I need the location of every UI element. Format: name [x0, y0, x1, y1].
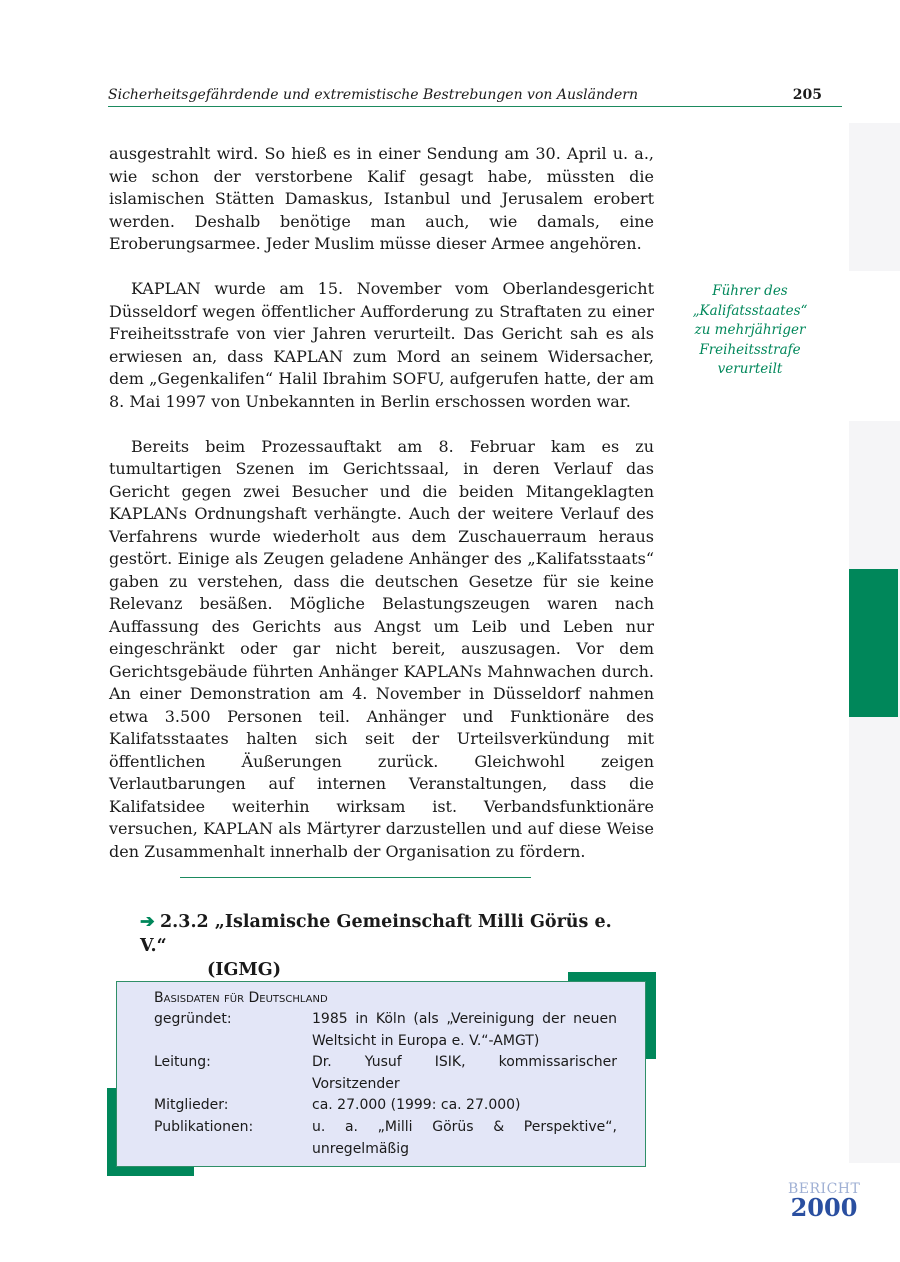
data-label: Leitung: [154, 1054, 211, 1070]
margin-note-line: „Kalifatsstaates“ [692, 302, 808, 319]
section-heading [140, 910, 640, 982]
arrow-right-icon: ➔ [140, 912, 155, 932]
data-value: u. a. „Milli Görüs & Perspektive“, unregelmäßig [312, 1119, 617, 1157]
paragraph-3: Bereits beim Prozessauftakt am 8. Februar kam es zu tumultartigen Szenen im Gerichtssaal, in deren Verlauf das Gericht gegen zwei Besucher und die beiden Mitangeklagten KAPLANs Ordnungshaft verhängte. Auch der weitere Verlauf des Verfahrens wurde wiederholt aus dem Zuschauerraum heraus gestört. Einige als Zeugen geladene Anhänger des „Kalifatsstaats“ gaben zu verstehen, dass die deutschen Gesetze für sie keine Relevanz besäßen. Mögliche Belastungszeugen waren nach Auffassung des Gerichts aus Angst um Leib und Leben nur eingeschränkt oder gar nicht bereit, auszusagen. Vor dem Gerichtsgebäude führten Anhänger KAPLANs Mahnwachen durch. An einer Demonstration am 4. November in Düsseldorf nahmen etwa 3.500 Personen teil. Anhänger und Funktionäre des Kalifatsstaates halten sich seit der Urteilsverkündung mit öffentlichen Äußerungen zurück. Gleichwohl zeigen Verlautbarungen auf internen Veranstaltungen, dass die Kalifatsidee weiterhin wirksam ist. Verbandsfunktionäre versuchen, KAPLAN als Märtyrer darzustellen und auf diese Weise den Zusammenhalt innerhalb der Organisation zu fördern. [109, 436, 654, 861]
page-number: 205 [792, 87, 822, 103]
body-text-column [109, 143, 654, 886]
bericht-2000-logo [788, 1181, 861, 1222]
data-value: ca. 27.000 (1999: ca. 27.000) [312, 1097, 521, 1113]
section-heading-line2: (IGMG) [207, 960, 282, 980]
data-value: Dr. Yusuf ISIK, kommissarischer Vorsitzender [312, 1054, 617, 1092]
margin-note-line: Freiheitsstrafe [699, 341, 801, 358]
logo-word: BERICHT [788, 1181, 861, 1197]
logo-year: 2000 [790, 1193, 858, 1222]
paragraph-1: ausgestrahlt wird. So hieß es in einer Sendung am 30. April u. a., wie schon der verstorbene Kalif gesagt habe, müssten die islamischen Stätten Damaskus, Istanbul und Jerusalem erobert werden. Deshalb benötige man auch, wie damals, eine Eroberungsarmee. Jeder Muslim müsse dieser Armee angehören. [109, 144, 654, 253]
section-heading-line1: 2.3.2 „Islamische Gemeinschaft Milli Görüs e. V.“ [140, 912, 612, 956]
margin-note [690, 282, 810, 380]
section-divider [180, 877, 531, 878]
basic-data-title: Basisdaten für Deutschland [154, 990, 328, 1006]
margin-note-line: verurteilt [717, 361, 783, 377]
basic-data-box [116, 981, 646, 1167]
right-margin-gap [849, 271, 900, 421]
data-value: 1985 in Köln (als „Vereinigung der neuen Weltsicht in Europa e. V.“-AMGT) [312, 1011, 617, 1049]
data-label: gegründet: [154, 1011, 232, 1027]
header-rule [108, 106, 842, 107]
data-label: Mitglieder: [154, 1097, 229, 1113]
margin-note-line: zu mehrjähriger [694, 322, 806, 338]
data-label: Publikationen: [154, 1119, 254, 1135]
paragraph-2: KAPLAN wurde am 15. November vom Oberlandesgericht Düsseldorf wegen öffentlicher Aufforderung zu Straftaten zu einer Freiheitsstrafe von vier Jahren verurteilt. Das Gericht sah es als erwiesen an, dass KAPLAN zum Mord an seinem Widersacher, dem „Gegenkalifen“ Halil Ibrahim SOFU, aufgerufen hatte, der am 8. Mai 1997 von Unbekannten in Berlin erschossen worden war. [109, 279, 654, 411]
margin-note-line: Führer des [712, 283, 788, 299]
chapter-tab-marker [849, 569, 898, 717]
running-header-title: Sicherheitsgefährdende und extremistische Bestrebungen von Ausländern [108, 87, 638, 103]
